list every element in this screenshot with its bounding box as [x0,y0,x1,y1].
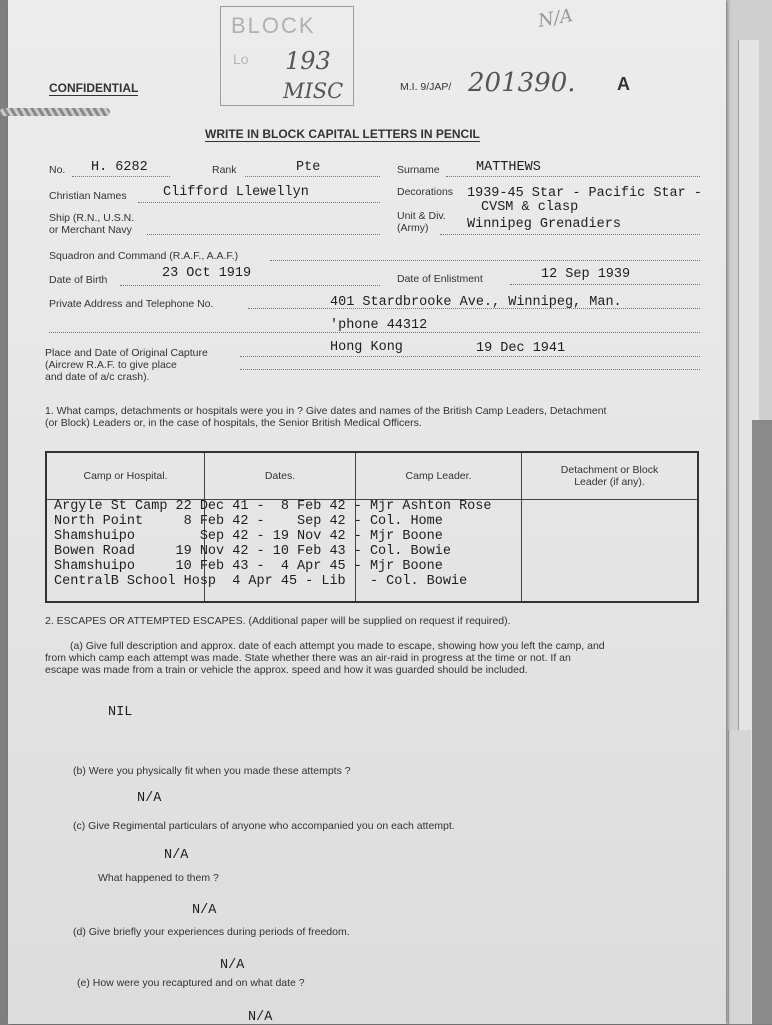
table-row: CentralB School Hosp 4 Apr 45 - Lib - Col. Bowie [54,574,468,589]
column-header-dates: Dates. [205,452,356,500]
instruction-heading: WRITE IN BLOCK CAPITAL LETTERS IN PENCIL [205,127,480,141]
decorations-value: 1939-45 Star - Pacific Star - [467,186,702,201]
question-2c-text: (c) Give Regimental particulars of anyone who accompanied you on each attempt. [73,820,455,832]
detachment-header-line2: Leader (if any). [574,476,645,488]
question-2a-answer: NIL [108,705,133,720]
question-2a-text: (a) Give full description and approx. date of each attempt you made to escape, showing how you left the camp, and [70,640,605,652]
question-2d-text: (d) Give briefly your experiences during periods of freedom. [73,926,350,938]
ship-label-line2: or Merchant Navy [49,224,132,236]
table-row: Bowen Road 19 Nov 42 - 10 Feb 43 - Col. Bowie [54,544,451,559]
address-value: 401 Stardbrooke Ave., Winnipeg, Man. [330,295,622,310]
reference-suffix: A [617,74,630,94]
capture-date-value: 19 Dec 1941 [476,341,566,356]
question-1-text-line2: (or Block) Leaders or, in the case of hospitals, the Senior British Medical Officers. [45,417,422,429]
question-1-text: 1. What camps, detachments or hospitals were you in ? Give dates and names of the British Camp Leaders, Detachment [45,405,607,417]
question-2b-text: (b) Were you physically fit when you made these attempts ? [73,765,351,777]
address-label: Private Address and Telephone No. [49,298,214,310]
rank-label: Rank [212,164,237,176]
question-2e-answer: N/A [248,1010,273,1025]
question-2e-text: (e) How were you recaptured and on what date ? [77,977,305,989]
rank-value: Pte [296,160,321,175]
question-2c-followup-text: What happened to them ? [98,872,219,884]
question-2a-text-line3: escape was made from a train or vehicle the approx. speed and how it was guarded should be included. [45,664,528,676]
column-header-camp-leader: Camp Leader. [356,452,522,500]
surname-value: MATTHEWS [476,160,541,175]
unit-label-line2: (Army) [397,222,429,234]
question-2b-answer: N/A [137,791,162,806]
phone-value: 'phone 44312 [330,318,428,333]
corner-handwritten-mark: N/A [536,5,575,32]
capture-place-value: Hong Kong [330,340,403,355]
date-of-birth-label: Date of Birth [49,274,108,286]
service-number-label: No. [49,164,66,176]
table-row: North Point 8 Feb 42 - Sep 42 - Col. Home [54,514,443,529]
enlistment-date-label: Date of Enlistment [397,273,483,285]
stamp-lo-text: Lo [233,51,249,67]
christian-names-label: Christian Names [49,190,127,202]
surname-label: Surname [397,164,440,176]
service-number-value: H. 6282 [91,160,148,175]
paper-stack-edge [752,420,772,1024]
ship-label: Ship (R.N., U.S.N. [49,212,135,224]
table-rows [54,499,491,589]
capture-label-line3: and date of a/c crash). [45,371,150,383]
paper-stack-edge [728,730,751,1024]
stamp-misc: MISC [283,79,344,103]
capture-label: Place and Date of Original Capture [45,347,208,359]
table-row: Shamshuipo Sep 42 - 19 Nov 42 - Mjr Boone [54,529,443,544]
block-stamp [220,6,354,106]
decorations-label: Decorations [397,186,454,198]
question-2c-followup-answer: N/A [192,903,217,918]
confidential-label: CONFIDENTIAL [49,81,139,95]
table-row: Shamshuipo 10 Feb 43 - 4 Apr 45 - Mjr Boone [54,559,443,574]
decorations-value-line2: CVSM & clasp [481,200,579,215]
enlistment-date-value: 12 Sep 1939 [541,267,631,282]
table-header-row [46,452,698,500]
christian-names-value: Clifford Llewellyn [163,185,309,200]
reference-label: M.I. 9/JAP/ [400,81,452,93]
unit-label: Unit & Div. [397,210,446,222]
binding-string [0,108,110,116]
date-of-birth-value: 23 Oct 1919 [162,266,252,281]
unit-value: Winnipeg Grenadiers [467,217,621,232]
column-header-detachment [522,452,699,500]
question-2d-answer: N/A [220,958,245,973]
capture-label-line2: (Aircrew R.A.F. to give place [45,359,177,371]
detachment-header-line1: Detachment or Block [560,464,659,476]
stamp-number: 193 [285,47,331,75]
question-2-heading: 2. ESCAPES OR ATTEMPTED ESCAPES. (Additional paper will be supplied on request if required). [45,615,511,627]
question-2a-text-line2: from which camp each attempt was made. State whether there was an air-raid in progress at the time or not. If an [45,652,571,664]
table-row: Argyle St Camp 22 Dec 41 - 8 Feb 42 - Mjr Ashton Rose [54,499,492,514]
squadron-label: Squadron and Command (R.A.F., A.A.F.) [49,250,239,262]
stamp-block-text: BLOCK [231,13,316,38]
column-header-camp: Camp or Hospital. [46,452,205,500]
reference-number: 201390. [468,68,576,98]
question-2c-answer: N/A [164,848,189,863]
